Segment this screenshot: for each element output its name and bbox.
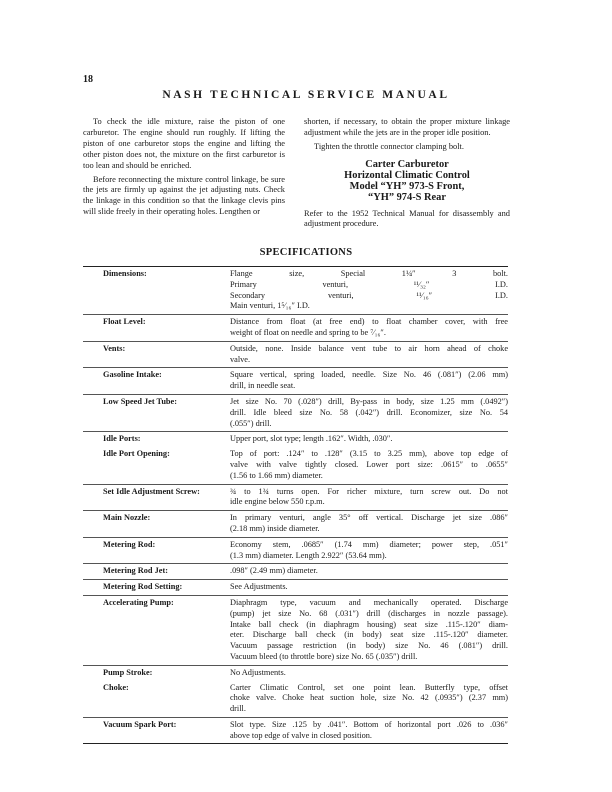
specifications-heading: SPECIFICATIONS (259, 247, 353, 258)
spec-value-line: choke valve. Choke heat suction hole, size No. 42 (.0935″) (2.37 mm) (230, 693, 508, 703)
spec-row (83, 367, 508, 394)
page-number: 18 (83, 74, 93, 85)
paragraph-idle-mixture: To check the idle mixture, raise the piston of one carburetor. The engine should run roughly. If lifting the piston of one carburetor stops the engine and lifting the other piston does not, the mixture on the first carburetor is too lean and should be enriched. (83, 117, 285, 170)
spec-value-line: Diaphragm type, vacuum and mechanically operated. Discharge (230, 597, 508, 607)
subheading-line: Model “YH” 973-S Front, (349, 181, 465, 193)
subheading-line: Horizontal Climatic Control (344, 169, 470, 181)
spec-value-line: valve. (230, 354, 251, 364)
spec-value-line: (pump) jet size No. 68 (.031″) drill (discharges in nozzle passage). (230, 608, 508, 618)
spec-label: Gasoline Intake: (103, 370, 162, 380)
spec-value-line: (1.56 to 1.66 mm) diameter. (230, 470, 323, 480)
spec-value-line: drill. (230, 704, 246, 714)
spec-row (83, 579, 508, 595)
spec-label: Set Idle Adjustment Screw: (103, 486, 200, 496)
spec-value-line: No Adjustments. (230, 667, 286, 677)
spec-row (83, 394, 508, 431)
spec-value-line: Vacuum passage restriction (in body) size No. 46 (.081″) drill. (230, 641, 508, 651)
spec-value (230, 582, 508, 593)
spec-value-line: ¾ to 1¾ turns open. For richer mixture, turn screw out. Do not (230, 486, 508, 496)
spec-label: Main Nozzle: (103, 513, 151, 523)
spec-value-line: above top edge of valve in closed position. (230, 730, 372, 740)
spec-value (230, 344, 508, 366)
spec-value-line: See Adjustments. (230, 582, 288, 592)
carburetor-subheading (304, 159, 510, 204)
spec-value-line: Intake ball check (in diaphragm housing) seat size .115-.120″ diam- (230, 619, 508, 629)
spec-row (83, 447, 508, 483)
spec-label: Low Speed Jet Tube: (103, 396, 177, 406)
spec-label: Float Level: (103, 317, 146, 327)
spec-value-line: valve with valve tightly closed. Lower port size: .0615″ to .0655″ (230, 459, 508, 469)
spec-value (230, 683, 508, 715)
subheading-line: “YH” 974-S Rear (368, 192, 446, 204)
right-column (304, 117, 510, 233)
spec-value-line: Secondary venturi, ¹¹⁄₁₆″ I.D. (230, 290, 508, 300)
spec-value-line: weight of float on needle and spring to be ⁷⁄₁₆″. (230, 327, 386, 337)
spec-row (83, 341, 508, 368)
paragraph-tighten: Tighten the throttle connector clamping bolt. (314, 141, 464, 151)
spec-label: Metering Rod: (103, 539, 156, 549)
spec-row (83, 665, 508, 681)
spec-label: Vacuum Spark Port: (103, 719, 177, 729)
paragraph-refer: Refer to the 1952 Technical Manual for disassembly and adjustment procedure. (304, 208, 510, 229)
spec-value (230, 487, 508, 509)
spec-value-line: eter. Discharge ball check (in body) seat size .115-.120″ diameter. (230, 630, 508, 640)
spec-row (83, 681, 508, 717)
spec-row (83, 510, 508, 537)
spec-value (230, 449, 508, 481)
subheading-line: Carter Carburetor (365, 158, 449, 170)
spec-value-line: Square vertical, spring loaded, needle. Size No. 46 (.081″) (2.06 mm) (230, 370, 508, 380)
spec-row (83, 717, 508, 744)
spec-label: Pump Stroke: (103, 667, 153, 677)
spec-value (230, 269, 508, 312)
spec-row (83, 314, 508, 341)
paragraph-reconnecting: Before reconnecting the mixture control linkage, be sure the jets are firmly up against the jet adjusting nuts. Check the linkage in this condition so that the linkage clevis pins will slide freely in their operating holes. Lengthen or (83, 174, 285, 217)
specifications-table (83, 266, 508, 744)
spec-value-line: Economy stem, .0685″ (1.74 mm) diameter; power step, .051″ (230, 539, 508, 549)
spec-value-line: (1.3 mm) diameter. Length 2.922″ (53.64 mm). (230, 550, 387, 560)
spec-value-line: Upper port, slot type; length .162″. Width, .030″. (230, 434, 393, 444)
spec-label: Metering Rod Jet: (103, 566, 168, 576)
spec-value-line: Flange size, Special 1¼″ 3 bolt. (230, 269, 508, 278)
spec-value (230, 317, 508, 339)
spec-label: Choke: (103, 682, 129, 692)
spec-value-line: In primary venturi, angle 35° off vertical. Discharge jet size .086″ (230, 513, 508, 523)
spec-value (230, 397, 508, 429)
left-column (83, 117, 285, 221)
spec-label: Dimensions: (103, 269, 147, 278)
spec-value (230, 566, 508, 577)
spec-value (230, 540, 508, 562)
spec-row (83, 267, 508, 314)
spec-value-line: drill. Idle bleed size No. 58 (.042″) drill. Economizer, size No. 54 (230, 407, 508, 417)
spec-value (230, 513, 508, 535)
spec-value-line: Vacuum bleed (to throttle bore) size No. 65 (.035″) drill. (230, 651, 418, 661)
spec-value-line: Jet size No. 70 (.028″) drill, By-pass in body, size 1.25 mm (.0492″) (230, 396, 508, 406)
spec-value-line: Top of port: .124″ to .128″ (3.15 to 3.25 mm), above top edge of (230, 449, 508, 459)
spec-row (83, 563, 508, 579)
spec-value-line: Outside, none. Inside balance vent tube to air horn ahead of choke (230, 343, 508, 353)
spec-value (230, 668, 508, 679)
spec-value-line: Distance from float (at free end) to float chamber cover, with free (230, 317, 508, 327)
spec-value (230, 434, 508, 445)
spec-label: Accelerating Pump: (103, 597, 174, 607)
spec-row (83, 537, 508, 564)
spec-value-line: idle engine below 550 r.p.m. (230, 497, 325, 507)
spec-value-line: (.055″) drill. (230, 418, 272, 428)
spec-value (230, 370, 508, 392)
spec-label: Idle Port Opening: (103, 449, 170, 459)
spec-value-line: Slot type. Size .125 by .041″. Bottom of horizontal port .026 to .036″ (230, 719, 508, 729)
paragraph-continued: shorten, if necessary, to obtain the proper mixture linkage adjustment while the jets are in the proper idle position. (304, 117, 510, 137)
spec-value-line: Carter Climatic Control, set one point lean. Butterfly type, offset (230, 682, 508, 692)
spec-value-line: Main venturi, 1⁵⁄₁₆″ I.D. (230, 301, 310, 311)
spec-value-line: Primary venturi, ¹¹⁄₃₂″ I.D. (230, 279, 508, 289)
spec-value (230, 598, 508, 663)
spec-row (83, 595, 508, 665)
spec-label: Vents: (103, 343, 126, 353)
spec-value-line: (2.18 mm) inside diameter. (230, 523, 320, 533)
spec-label: Idle Ports: (103, 434, 141, 444)
spec-value (230, 720, 508, 742)
spec-row (83, 431, 508, 447)
page-header-title: NASH TECHNICAL SERVICE MANUAL (162, 89, 450, 101)
spec-value-line: drill, in needle seat. (230, 381, 296, 391)
spec-label: Metering Rod Setting: (103, 582, 183, 592)
spec-row (83, 484, 508, 511)
spec-value-line: .098″ (2.49 mm) diameter. (230, 566, 318, 576)
